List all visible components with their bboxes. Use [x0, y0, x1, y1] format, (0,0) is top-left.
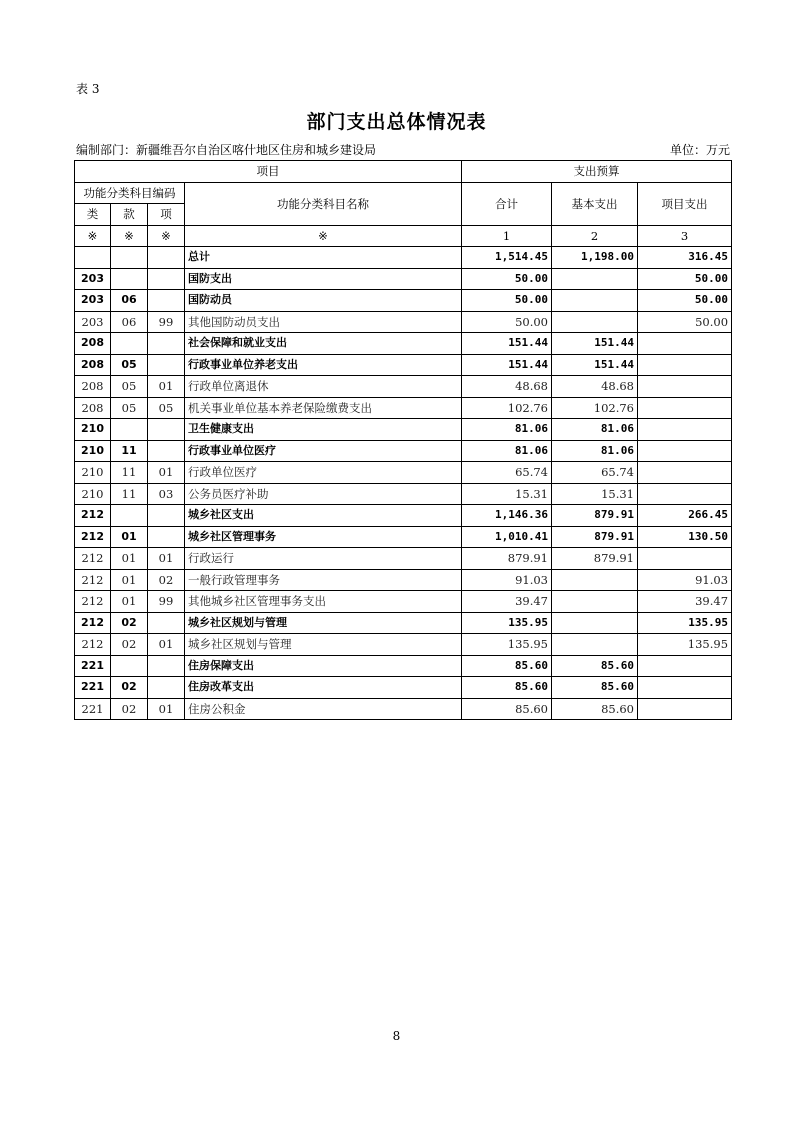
- cell-xiang: [148, 612, 185, 634]
- table-row: [75, 655, 732, 677]
- cell-xiang: [148, 333, 185, 355]
- cell-xiang: 01: [148, 698, 185, 720]
- cell-lei: 210: [75, 440, 111, 462]
- cell-total: 151.44: [462, 354, 552, 376]
- table-row: [75, 397, 732, 419]
- cell-lei: 208: [75, 397, 111, 419]
- mark-kuan: ※: [111, 225, 148, 247]
- cell-kuan: [111, 655, 148, 677]
- cell-project: [638, 462, 732, 484]
- cell-kuan: 05: [111, 397, 148, 419]
- cell-basic: 879.91: [552, 505, 638, 527]
- cell-total: 1,010.41: [462, 526, 552, 548]
- cell-kuan: 02: [111, 698, 148, 720]
- cell-project: 266.45: [638, 505, 732, 527]
- table-row: [75, 698, 732, 720]
- cell-lei: 208: [75, 376, 111, 398]
- cell-kuan: 02: [111, 634, 148, 656]
- table-row: [75, 548, 732, 570]
- cell-total: 135.95: [462, 634, 552, 656]
- table-row: [75, 483, 732, 505]
- cell-kuan: 01: [111, 591, 148, 613]
- cell-total: 879.91: [462, 548, 552, 570]
- cell-name: 一般行政管理事务: [185, 569, 462, 591]
- cell-total: 81.06: [462, 440, 552, 462]
- cell-name: 行政单位医疗: [185, 462, 462, 484]
- cell-xiang: [148, 655, 185, 677]
- cell-kuan: 06: [111, 290, 148, 312]
- cell-basic: 65.74: [552, 462, 638, 484]
- cell-basic: 879.91: [552, 526, 638, 548]
- cell-name: 城乡社区规划与管理: [185, 612, 462, 634]
- table-row: [75, 505, 732, 527]
- cell-lei: 212: [75, 612, 111, 634]
- cell-lei: 203: [75, 311, 111, 333]
- cell-lei: 212: [75, 569, 111, 591]
- cell-project: 135.95: [638, 612, 732, 634]
- cell-kuan: [111, 247, 148, 269]
- cell-total: 135.95: [462, 612, 552, 634]
- cell-project: [638, 354, 732, 376]
- table-row: [75, 311, 732, 333]
- cell-project: 316.45: [638, 247, 732, 269]
- cell-basic: [552, 591, 638, 613]
- cell-name: 其他国防动员支出: [185, 311, 462, 333]
- cell-basic: [552, 290, 638, 312]
- cell-basic: 81.06: [552, 440, 638, 462]
- header-row-2: [75, 182, 732, 204]
- table-row: [75, 462, 732, 484]
- cell-lei: 203: [75, 268, 111, 290]
- cell-project: 39.47: [638, 591, 732, 613]
- cell-lei: 221: [75, 655, 111, 677]
- cell-basic: 85.60: [552, 655, 638, 677]
- table-row: [75, 290, 732, 312]
- mark-lei: ※: [75, 225, 111, 247]
- cell-xiang: 05: [148, 397, 185, 419]
- col-index-2: 2: [552, 225, 638, 247]
- cell-lei: 221: [75, 677, 111, 699]
- header-xiang: 项: [148, 204, 185, 226]
- cell-xiang: 02: [148, 569, 185, 591]
- header-total: 合计: [462, 182, 552, 225]
- cell-kuan: 05: [111, 354, 148, 376]
- cell-name: 行政事业单位养老支出: [185, 354, 462, 376]
- cell-total: 50.00: [462, 311, 552, 333]
- cell-project: 50.00: [638, 290, 732, 312]
- expenditure-table: [74, 160, 732, 720]
- cell-total: 102.76: [462, 397, 552, 419]
- cell-name: 机关事业单位基本养老保险缴费支出: [185, 397, 462, 419]
- cell-name: 国防动员: [185, 290, 462, 312]
- cell-kuan: 06: [111, 311, 148, 333]
- cell-xiang: 01: [148, 462, 185, 484]
- cell-basic: 15.31: [552, 483, 638, 505]
- page-number: 8: [392, 1029, 401, 1043]
- header-code-group: 功能分类科目编码: [75, 182, 185, 204]
- cell-lei: [75, 247, 111, 269]
- mark-name: ※: [185, 225, 462, 247]
- table-row: [75, 634, 732, 656]
- cell-project: [638, 440, 732, 462]
- cell-project: 130.50: [638, 526, 732, 548]
- cell-basic: 81.06: [552, 419, 638, 441]
- cell-name: 行政运行: [185, 548, 462, 570]
- cell-kuan: [111, 505, 148, 527]
- cell-lei: 221: [75, 698, 111, 720]
- cell-lei: 203: [75, 290, 111, 312]
- cell-lei: 212: [75, 526, 111, 548]
- table-row: [75, 419, 732, 441]
- cell-basic: 102.76: [552, 397, 638, 419]
- cell-xiang: [148, 677, 185, 699]
- cell-project: [638, 419, 732, 441]
- cell-kuan: 05: [111, 376, 148, 398]
- table-row: [75, 677, 732, 699]
- header-row-1: [75, 161, 732, 183]
- cell-project: 91.03: [638, 569, 732, 591]
- cell-xiang: 01: [148, 548, 185, 570]
- cell-kuan: 02: [111, 612, 148, 634]
- cell-lei: 210: [75, 419, 111, 441]
- cell-project: [638, 483, 732, 505]
- page-title: 部门支出总体情况表: [306, 111, 487, 133]
- cell-basic: 85.60: [552, 698, 638, 720]
- cell-project: 50.00: [638, 268, 732, 290]
- cell-name: 卫生健康支出: [185, 419, 462, 441]
- header-row-4: [75, 225, 732, 247]
- table-row: [75, 526, 732, 548]
- table-row: [75, 569, 732, 591]
- cell-xiang: [148, 247, 185, 269]
- cell-project: [638, 397, 732, 419]
- cell-total: 85.60: [462, 655, 552, 677]
- cell-xiang: [148, 290, 185, 312]
- cell-total: 50.00: [462, 290, 552, 312]
- cell-basic: [552, 634, 638, 656]
- cell-project: [638, 376, 732, 398]
- cell-kuan: 11: [111, 483, 148, 505]
- cell-name: 行政单位离退休: [185, 376, 462, 398]
- cell-basic: 48.68: [552, 376, 638, 398]
- cell-kuan: 01: [111, 526, 148, 548]
- meta-line: [76, 141, 730, 158]
- cell-xiang: 99: [148, 591, 185, 613]
- cell-kuan: 02: [111, 677, 148, 699]
- cell-lei: 208: [75, 354, 111, 376]
- header-budget: 支出预算: [462, 161, 732, 183]
- cell-basic: [552, 268, 638, 290]
- header-kuan: 款: [111, 204, 148, 226]
- cell-project: [638, 677, 732, 699]
- cell-kuan: 11: [111, 440, 148, 462]
- cell-name: 住房改革支出: [185, 677, 462, 699]
- table-row: [75, 333, 732, 355]
- cell-basic: [552, 311, 638, 333]
- header-name: 功能分类科目名称: [185, 182, 462, 225]
- cell-lei: 208: [75, 333, 111, 355]
- cell-project: [638, 548, 732, 570]
- department-label: 编制部门：新疆维吾尔自治区喀什地区住房和城乡建设局: [76, 143, 377, 157]
- header-item: 项目: [75, 161, 462, 183]
- header-basic: 基本支出: [552, 182, 638, 225]
- cell-xiang: [148, 419, 185, 441]
- table-row: [75, 354, 732, 376]
- cell-total: 85.60: [462, 698, 552, 720]
- table-row: [75, 440, 732, 462]
- cell-total: 48.68: [462, 376, 552, 398]
- cell-project: [638, 655, 732, 677]
- table-row: [75, 591, 732, 613]
- cell-name: 城乡社区规划与管理: [185, 634, 462, 656]
- col-index-1: 1: [462, 225, 552, 247]
- cell-total: 15.31: [462, 483, 552, 505]
- cell-project: [638, 333, 732, 355]
- cell-xiang: [148, 440, 185, 462]
- cell-project: [638, 698, 732, 720]
- cell-basic: 1,198.00: [552, 247, 638, 269]
- cell-kuan: [111, 333, 148, 355]
- cell-xiang: [148, 526, 185, 548]
- cell-kuan: [111, 419, 148, 441]
- cell-name: 城乡社区支出: [185, 505, 462, 527]
- cell-lei: 210: [75, 483, 111, 505]
- cell-name: 其他城乡社区管理事务支出: [185, 591, 462, 613]
- cell-name: 行政事业单位医疗: [185, 440, 462, 462]
- cell-lei: 212: [75, 591, 111, 613]
- cell-name: 住房保障支出: [185, 655, 462, 677]
- cell-basic: 879.91: [552, 548, 638, 570]
- cell-basic: 85.60: [552, 677, 638, 699]
- cell-basic: [552, 612, 638, 634]
- cell-total: 1,146.36: [462, 505, 552, 527]
- cell-basic: 151.44: [552, 354, 638, 376]
- cell-total: 50.00: [462, 268, 552, 290]
- table-row: [75, 612, 732, 634]
- cell-project: 50.00: [638, 311, 732, 333]
- cell-total: 91.03: [462, 569, 552, 591]
- cell-xiang: 01: [148, 376, 185, 398]
- cell-lei: 212: [75, 634, 111, 656]
- cell-total: 1,514.45: [462, 247, 552, 269]
- header-project: 项目支出: [638, 182, 732, 225]
- cell-lei: 212: [75, 548, 111, 570]
- cell-total: 85.60: [462, 677, 552, 699]
- cell-basic: [552, 569, 638, 591]
- cell-lei: 212: [75, 505, 111, 527]
- cell-lei: 210: [75, 462, 111, 484]
- cell-name: 住房公积金: [185, 698, 462, 720]
- cell-name: 国防支出: [185, 268, 462, 290]
- cell-kuan: 11: [111, 462, 148, 484]
- cell-total: 81.06: [462, 419, 552, 441]
- cell-xiang: 03: [148, 483, 185, 505]
- cell-name: 社会保障和就业支出: [185, 333, 462, 355]
- mark-xiang: ※: [148, 225, 185, 247]
- cell-total: 151.44: [462, 333, 552, 355]
- cell-kuan: 01: [111, 569, 148, 591]
- cell-kuan: [111, 268, 148, 290]
- cell-xiang: [148, 268, 185, 290]
- cell-total: 39.47: [462, 591, 552, 613]
- unit-label: 单位：万元: [669, 143, 730, 157]
- header-lei: 类: [75, 204, 111, 226]
- cell-xiang: 99: [148, 311, 185, 333]
- cell-total: 65.74: [462, 462, 552, 484]
- table-row: [75, 247, 732, 269]
- table-row: [75, 268, 732, 290]
- cell-xiang: [148, 354, 185, 376]
- cell-name: 总计: [185, 247, 462, 269]
- cell-basic: 151.44: [552, 333, 638, 355]
- cell-kuan: 01: [111, 548, 148, 570]
- cell-name: 公务员医疗补助: [185, 483, 462, 505]
- cell-name: 城乡社区管理事务: [185, 526, 462, 548]
- table-number: 表 3: [76, 82, 100, 96]
- col-index-3: 3: [638, 225, 732, 247]
- cell-xiang: 01: [148, 634, 185, 656]
- table-row: [75, 376, 732, 398]
- cell-xiang: [148, 505, 185, 527]
- cell-project: 135.95: [638, 634, 732, 656]
